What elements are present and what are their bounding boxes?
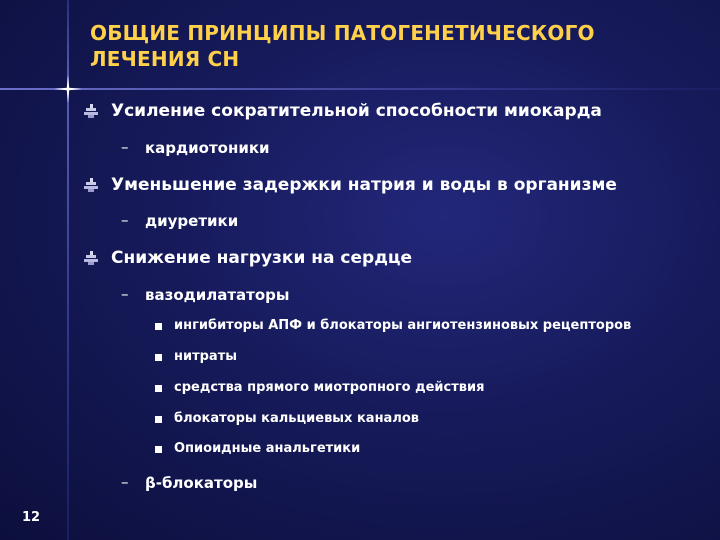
slide-title: ОБЩИЕ ПРИНЦИПЫ ПАТОГЕНЕТИЧЕСКОГО ЛЕЧЕНИЯ СН [90, 21, 595, 71]
ornate-bullet-icon [84, 178, 98, 192]
dash-bullet: – [121, 138, 129, 156]
square-bullet-icon [155, 323, 162, 330]
dash-bullet: – [121, 285, 129, 303]
horizontal-decor-line [0, 88, 720, 90]
dash-bullet: – [121, 211, 129, 229]
outline-item-level-3: средства прямого миотропного действия [174, 380, 485, 395]
outline-item-level-3: блокаторы кальциевых каналов [174, 411, 420, 426]
dash-bullet: – [121, 473, 129, 491]
outline-item-level-1: Снижение нагрузки на сердце [111, 248, 413, 268]
outline-item-level-1: Уменьшение задержки натрия и воды в организме [111, 175, 617, 195]
ornate-bullet-icon [84, 104, 98, 118]
square-bullet-icon [155, 446, 162, 453]
outline-item-level-1: Усиление сократительной способности миокарда [111, 101, 602, 121]
square-bullet-icon [155, 354, 162, 361]
square-bullet-icon [155, 416, 162, 423]
page-number: 12 [22, 510, 41, 525]
square-bullet-icon [155, 385, 162, 392]
outline-item-level-2: кардиотоники [145, 139, 270, 157]
sparkle-icon [54, 75, 82, 103]
outline-item-level-3: нитраты [174, 349, 237, 364]
outline-item-level-3: Опиоидные анальгетики [174, 441, 361, 456]
ornate-bullet-icon [84, 251, 98, 265]
outline-item-level-2: диуретики [145, 212, 239, 230]
outline-item-level-3: ингибиторы АПФ и блокаторы ангиотензиновых рецепторов [174, 318, 632, 333]
outline-item-level-2: β-блокаторы [145, 474, 258, 492]
outline-item-level-2: вазодилататоры [145, 286, 290, 304]
